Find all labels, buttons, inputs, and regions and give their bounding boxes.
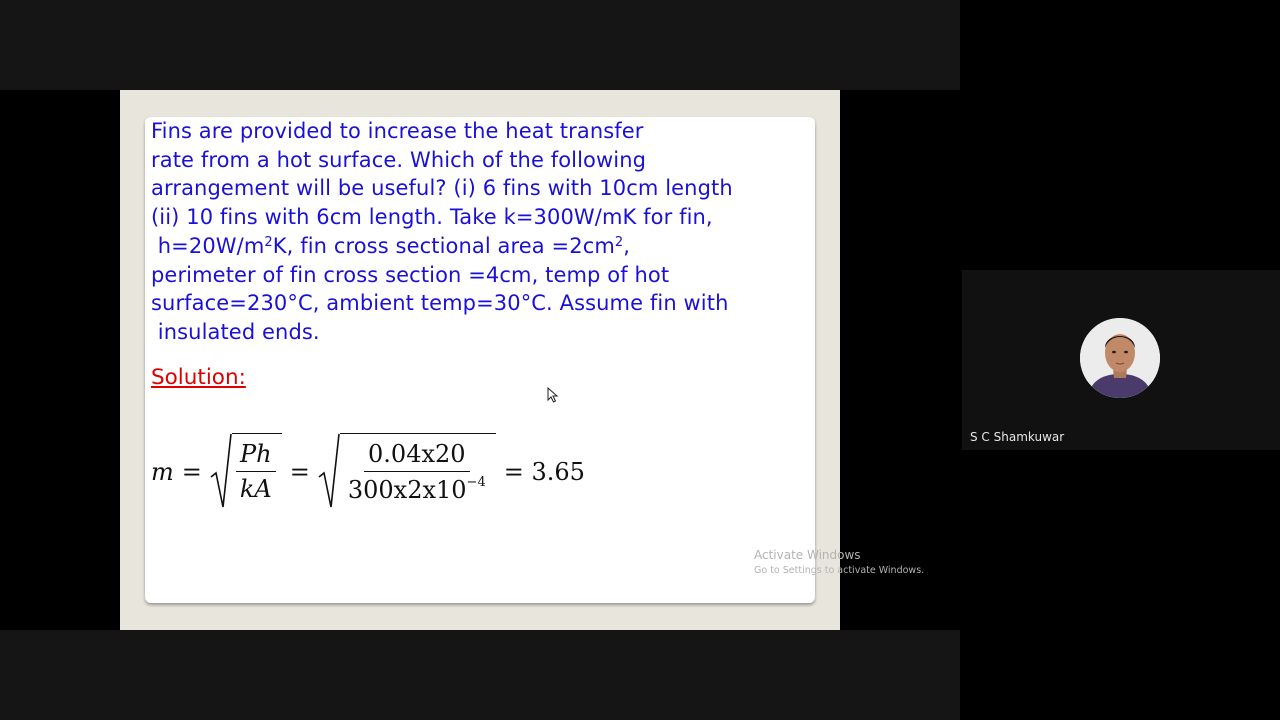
slide-content-card: [145, 117, 815, 603]
question-line-6: perimeter of fin cross section =4cm, temp of hot: [151, 262, 670, 287]
question-line-3: arrangement will be useful? (i) 6 fins with 10cm length: [151, 176, 733, 201]
watermark-title: Activate Windows: [754, 548, 861, 562]
fraction-ph-over-ka: [232, 433, 282, 511]
participant-name-label: S C Shamkuwar: [970, 430, 1065, 444]
activate-windows-watermark: [754, 548, 924, 576]
participant-video-tile[interactable]: [962, 270, 1280, 450]
superscript: 2: [614, 234, 624, 250]
question-line-8: insulated ends.: [151, 319, 320, 344]
square-root-2: [318, 433, 496, 511]
fraction-numeric: [340, 433, 496, 511]
presentation-slide: [120, 90, 840, 630]
square-root-1: [210, 433, 282, 511]
fraction-numerator: Ph: [236, 436, 276, 472]
question-text: [151, 117, 831, 347]
mouse-pointer-icon: [547, 387, 559, 403]
equation-lhs: m: [151, 458, 174, 486]
fin-parameter-equation: [151, 433, 593, 511]
solution-label: Solution:: [151, 365, 246, 390]
denominator-exponent: −4: [466, 475, 486, 490]
question-line-2: rate from a hot surface. Which of the following: [151, 147, 647, 172]
radical-sign-icon: [318, 433, 340, 511]
person-portrait-icon: [1080, 318, 1160, 398]
equals-sign: =: [289, 458, 310, 486]
fraction-numerator: 0.04x20: [364, 436, 470, 472]
equals-sign: =: [181, 458, 202, 486]
question-line-7: surface=230°C, ambient temp=30°C. Assume fin with: [151, 291, 729, 316]
question-line-4: (ii) 10 fins with 6cm length. Take k=300W/mK for fin,: [151, 205, 713, 230]
superscript: 2: [264, 234, 273, 250]
watermark-subtitle: Go to Settings to activate Windows.: [754, 565, 925, 576]
question-line-5b: K, fin cross sectional area =2cm: [272, 233, 615, 258]
participant-avatar: [1080, 318, 1160, 398]
fraction-denominator: [344, 472, 490, 504]
denominator-base: 300x2x10: [347, 476, 467, 504]
question-line-5c: ,: [623, 233, 631, 258]
question-line-1: Fins are provided to increase the heat transfer: [151, 119, 644, 143]
radical-sign-icon: [210, 433, 232, 511]
question-line-5a: h=20W/m: [151, 233, 265, 258]
fraction-denominator: kA: [239, 475, 272, 503]
equation-result: = 3.65: [503, 458, 585, 486]
